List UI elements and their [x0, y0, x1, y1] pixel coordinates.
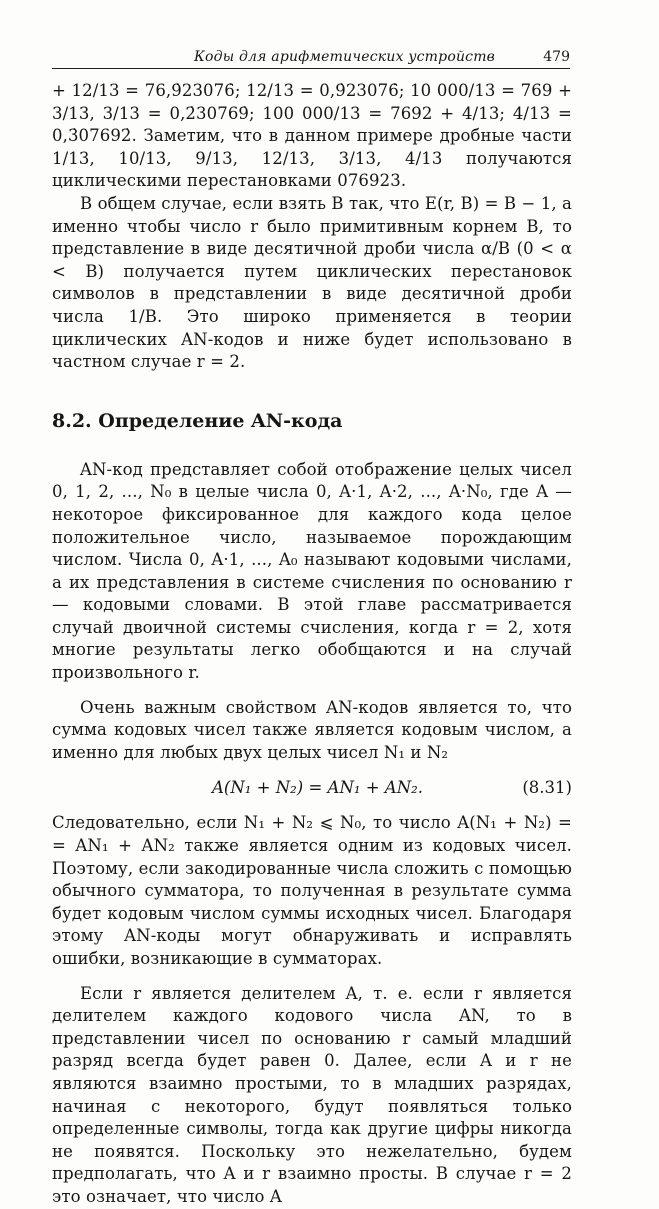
- paragraph-gap: [52, 685, 572, 697]
- running-title: Коды для арифметических устройств: [194, 49, 496, 65]
- section-heading: 8.2. Определение AN-кода: [52, 409, 343, 432]
- paragraph-divisor-case: Если r является делителем A, т. е. если r является делителем каждого кодового числа AN, то в представлении чисел по основанию r самый младший разряд всегда будет равен 0. Далее, если A и r не являются взаимно простыми, то в младших разрядах, начиная с некоторого, будут появляться только определенные символы, тогда как другие цифры никогда не появятся. Поскольку это нежелательно, будем предполагать, что A и r взаимно просты. В случае r = 2 это означает, что число A: [52, 983, 572, 1206]
- page-header: [52, 44, 570, 69]
- equation-number: (8.31): [522, 778, 572, 798]
- paragraph-continuation: + 12/13 = 76,9̇23076̇; 12/13 = 0,9̇23076̇; 10 000/13 = 769 + 3/13, 3/13 = 0,2̇30769̇; 100 000/13 = 7692 + 4/13; 4/13 = 0,3̇07692̇. Заметим, что в данном примере дробные части 1/13, 10/13, 9/13, 12/13, 3/13, 4/13 получаются циклическими перестановками 076923.: [52, 81, 572, 191]
- page-number: 479: [543, 49, 570, 65]
- paragraph-gap: [52, 971, 572, 983]
- equation-8-31: [52, 775, 572, 801]
- paragraph-consequence: Следовательно, если N₁ + N₂ ⩽ N₀, то число A(N₁ + N₂) = = AN₁ + AN₂ также является одним из кодовых чисел. Поэтому, если закодированные числа сложить с помощью обычного сумматора, то полученная в результате сумма будет кодовым числом суммы исходных чисел. Благодаря этому AN-коды могут обнаруживать и исправлять ошибки, возникающие в сумматорах.: [52, 813, 572, 968]
- page-body: [52, 80, 572, 1209]
- paragraph-general-case: В общем случае, если взять B так, что E(r, B) = B − 1, а именно чтобы число r было примитивным корнем B, то представление в виде десятичной дроби числа α/B (0 < α < B) получается путем циклических перестановок символов в представлении в виде десятичной дроби числа 1/B. Это широко применяется в теории циклических AN-кодов и ниже будет использовано в частном случае r = 2.: [52, 193, 572, 372]
- paragraph-sum-property: Очень важным свойством AN-кодов является то, что сумма кодовых чисел также является кодовым числом, а именно для любых двух целых чисел N₁ и N₂: [52, 697, 572, 762]
- paragraph-an-code-definition: AN-код представляет собой отображение целых чисел 0, 1, 2, ..., N₀ в целые числа 0, A·1, A·2, ..., A·N₀, где A — некоторое фиксированное для каждого кода целое положительное число, называемое порождающим числом. Числа 0, A·1, ..., A₀ называют кодовыми числами, а их представления в системе счисления по основанию r — кодовыми словами. В этой главе рассматривается случай двоичной системы счисления, когда r = 2, хотя многие результаты легко обобщаются и на случай произвольного r.: [52, 459, 572, 683]
- equation-formula: A(N₁ + N₂) = AN₁ + AN₂.: [212, 778, 424, 798]
